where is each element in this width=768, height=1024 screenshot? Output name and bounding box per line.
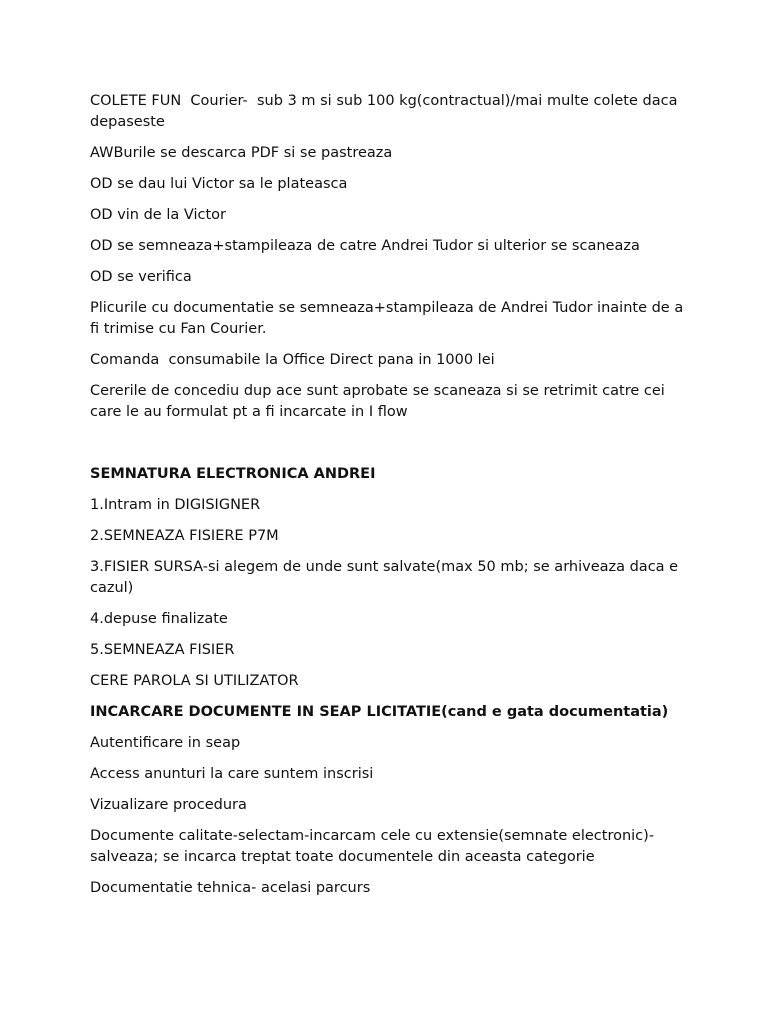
- seap-step: Documente calitate-selectam-incarcam cele cu extensie(semnate electronic)-salveaza; se incarca treptat toate documentele din aceasta categorie: [90, 828, 655, 865]
- signature-step: CERE PAROLA SI UTILIZATOR: [90, 673, 299, 689]
- seap-step: Vizualizare procedura: [90, 797, 247, 813]
- seap-step: Documentatie tehnica- acelasi parcurs: [90, 880, 371, 896]
- note-paragraph: OD se dau lui Victor sa le plateasca: [90, 176, 348, 192]
- seap-step: Autentificare in seap: [90, 735, 241, 751]
- document-page: [90, 91, 690, 909]
- signature-step: 1.Intram in DIGISIGNER: [90, 497, 261, 513]
- section-heading-seap: INCARCARE DOCUMENTE IN SEAP LICITATIE(cand e gata documentatia): [90, 704, 669, 720]
- signature-step: 2.SEMNEAZA FISIERE P7M: [90, 528, 279, 544]
- note-paragraph: OD vin de la Victor: [90, 207, 226, 223]
- note-paragraph: OD se verifica: [90, 269, 192, 285]
- note-paragraph: Cererile de concediu dup ace sunt aprobate se scaneaza si se retrimit catre cei care le au formulat pt a fi incarcate in I flow: [90, 383, 670, 420]
- signature-step: 3.FISIER SURSA-si alegem de unde sunt salvate(max 50 mb; se arhiveaza daca e cazul): [90, 559, 683, 596]
- section-spacer: [90, 433, 690, 464]
- note-paragraph: Comanda consumabile la Office Direct pana in 1000 lei: [90, 352, 495, 368]
- section-heading-signature: SEMNATURA ELECTRONICA ANDREI: [90, 466, 376, 482]
- note-paragraph: COLETE FUN Courier- sub 3 m si sub 100 kg(contractual)/mai multe colete daca depaseste: [90, 93, 683, 130]
- note-paragraph: Plicurile cu documentatie se semneaza+stampileaza de Andrei Tudor inainte de a fi trimise cu Fan Courier.: [90, 300, 688, 337]
- note-paragraph: OD se semneaza+stampileaza de catre Andrei Tudor si ulterior se scaneaza: [90, 238, 640, 254]
- signature-step: 4.depuse finalizate: [90, 611, 228, 627]
- note-paragraph: AWBurile se descarca PDF si se pastreaza: [90, 145, 393, 161]
- signature-step: 5.SEMNEAZA FISIER: [90, 642, 235, 658]
- seap-step: Access anunturi la care suntem inscrisi: [90, 766, 374, 782]
